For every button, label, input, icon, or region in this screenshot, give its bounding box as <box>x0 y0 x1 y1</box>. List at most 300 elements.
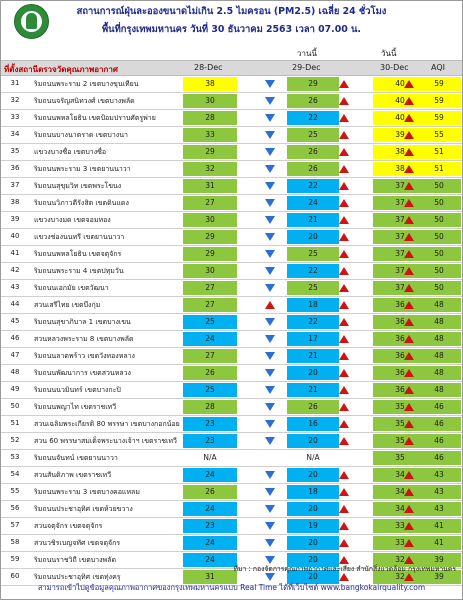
pm25-28dec: 25 <box>183 315 237 329</box>
aqi-value: 59 <box>417 77 461 91</box>
aqi-value: 46 <box>417 400 461 414</box>
table-row <box>1 416 462 433</box>
pm25-29dec: 20 <box>287 230 339 244</box>
up-arrow-icon <box>339 267 349 275</box>
up-arrow-icon <box>339 301 349 309</box>
pm25-29dec: 16 <box>287 417 339 431</box>
station-number: 32 <box>10 96 20 104</box>
station-number: 48 <box>10 368 20 376</box>
station-name: ริมถนนประชาอุทิศ เขตห้วยขวาง <box>34 505 133 513</box>
aqi-value: 48 <box>417 315 461 329</box>
station-name: ริมถนนลาดพร้าว เขตวังทองหลาง <box>34 352 135 360</box>
pm25-29dec: 26 <box>287 94 339 108</box>
up-arrow-icon <box>339 403 349 411</box>
pm25-28dec: 31 <box>183 570 237 584</box>
station-name: ริมถนนพหลโยธิน เขตจตุจักร <box>34 250 122 258</box>
pm25-29dec: 20 <box>287 468 339 482</box>
pm25-30dec: 34 <box>373 485 427 499</box>
station-number: 51 <box>10 419 20 427</box>
pm25-29dec: 18 <box>287 298 339 312</box>
table-row <box>1 518 462 535</box>
pm25-28dec: 28 <box>183 111 237 125</box>
aqi-value: 48 <box>417 383 461 397</box>
station-name: ริมถนนจรัญสนิทวงศ์ เขตบางพลัด <box>34 97 135 105</box>
up-arrow-icon <box>339 471 349 479</box>
pm25-28dec: 27 <box>183 196 237 210</box>
today-label: วันนี้ <box>381 49 397 58</box>
up-arrow-icon <box>339 573 349 581</box>
table-row <box>1 76 462 93</box>
table-row <box>1 178 462 195</box>
pm25-28dec: 23 <box>183 434 237 448</box>
up-arrow-icon <box>404 165 414 173</box>
pm25-30dec: 40 <box>373 77 427 91</box>
pm25-29dec: 20 <box>287 434 339 448</box>
pm25-30dec: 39 <box>373 128 427 142</box>
pm25-30dec: 35 <box>373 417 427 431</box>
down-arrow-icon <box>265 80 275 88</box>
data-source: ที่มา : กองจัดการคุณภาพอากาศและเสียง สำนักสิ่งแวดล้อม กรุงเทพมหานคร <box>233 565 456 573</box>
table-row <box>1 263 462 280</box>
station-number: 41 <box>10 249 20 257</box>
pm25-28dec: 26 <box>183 485 237 499</box>
station-name: ริมถนนพระราม 3 เขตบางคอแหลม <box>34 488 140 496</box>
table-row <box>1 144 462 161</box>
down-arrow-icon <box>265 386 275 394</box>
pm25-29dec: 18 <box>287 485 339 499</box>
up-arrow-icon <box>404 199 414 207</box>
station-number: 44 <box>10 300 20 308</box>
aqi-value: 50 <box>417 281 461 295</box>
down-arrow-icon <box>265 488 275 496</box>
column-header-row <box>1 60 462 76</box>
up-arrow-icon <box>404 318 414 326</box>
pm25-29dec: 24 <box>287 196 339 210</box>
station-number: 40 <box>10 232 20 240</box>
pm25-30dec: 37 <box>373 213 427 227</box>
station-number: 54 <box>10 470 20 478</box>
pm25-30dec: 35 <box>373 434 427 448</box>
station-name: ริมถนนพระราม 4 เขตปทุมวัน <box>34 267 124 275</box>
station-number: 42 <box>10 266 20 274</box>
station-name: ริมถนนวิภาวดีรังสิต เขตดินแดง <box>34 199 129 207</box>
up-arrow-icon <box>404 267 414 275</box>
station-number: 31 <box>10 79 20 87</box>
station-name: ริมถนนบางนาตราด เขตบางนา <box>34 131 128 139</box>
up-arrow-icon <box>404 573 414 581</box>
aqi-value: 51 <box>417 162 461 176</box>
pm25-29dec: 22 <box>287 111 339 125</box>
column-header-aqi: AQI <box>431 63 445 72</box>
pm25-30dec: 36 <box>373 332 427 346</box>
pm25-28dec: 29 <box>183 145 237 159</box>
station-number: 38 <box>10 198 20 206</box>
aqi-value: 41 <box>417 519 461 533</box>
pm25-30dec: 33 <box>373 536 427 550</box>
up-arrow-icon <box>404 386 414 394</box>
up-arrow-icon <box>404 284 414 292</box>
up-arrow-icon <box>339 182 349 190</box>
table-row <box>1 161 462 178</box>
up-arrow-icon <box>339 284 349 292</box>
pm25-29dec: 21 <box>287 349 339 363</box>
pm25-28dec: 28 <box>183 400 237 414</box>
pm25-30dec: 35 <box>373 400 427 414</box>
pm25-30dec: 38 <box>373 145 427 159</box>
station-number: 36 <box>10 164 20 172</box>
down-arrow-icon <box>265 114 275 122</box>
up-arrow-icon <box>404 471 414 479</box>
up-arrow-icon <box>339 437 349 445</box>
station-name: สวนวชิรเบญจทัศ เขตจตุจักร <box>34 539 121 547</box>
table-row <box>1 365 462 382</box>
table-row <box>1 348 462 365</box>
pm25-30dec: 37 <box>373 179 427 193</box>
pm25-28dec: 27 <box>183 349 237 363</box>
up-arrow-icon <box>404 148 414 156</box>
pm25-28dec: 27 <box>183 298 237 312</box>
down-arrow-icon <box>265 420 275 428</box>
station-name: ริมถนนเอกมัย เขตวัฒนา <box>34 284 109 292</box>
station-number: 50 <box>10 402 20 410</box>
pm25-30dec: 32 <box>373 553 427 567</box>
aqi-value: 55 <box>417 128 461 142</box>
pm25-29dec: 25 <box>287 281 339 295</box>
station-number: 45 <box>10 317 20 325</box>
station-name: สวน 60 พรรษาสมเด็จพระนางเจ้าฯ เขตราชเทวี <box>34 437 177 445</box>
pm25-29dec: 29 <box>287 77 339 91</box>
pm25-28dec: 23 <box>183 519 237 533</box>
up-arrow-icon <box>339 80 349 88</box>
aqi-value: 48 <box>417 349 461 363</box>
station-number: 39 <box>10 215 20 223</box>
up-arrow-icon <box>404 505 414 513</box>
pm25-28dec: 33 <box>183 128 237 142</box>
table-row <box>1 195 462 212</box>
aqi-value: 51 <box>417 145 461 159</box>
pm25-28dec: 32 <box>183 162 237 176</box>
pm25-30dec: 36 <box>373 315 427 329</box>
station-number: 60 <box>10 572 20 580</box>
pm25-30dec: 38 <box>373 162 427 176</box>
pm25-29dec: 21 <box>287 383 339 397</box>
pm25-28dec: 26 <box>183 366 237 380</box>
down-arrow-icon <box>265 522 275 530</box>
aqi-value: 46 <box>417 417 461 431</box>
pm25-30dec: 37 <box>373 281 427 295</box>
pm25-28dec: 29 <box>183 247 237 261</box>
station-number: 43 <box>10 283 20 291</box>
station-number: 33 <box>10 113 20 121</box>
pm25-28dec: 30 <box>183 264 237 278</box>
report-subtitle: พื้นที่กรุงเทพมหานคร วันที่ 30 ธันวาคม 2563 เวลา 07.00 น. <box>101 24 361 35</box>
station-number: 52 <box>10 436 20 444</box>
table-row <box>1 484 462 501</box>
pm25-30dec: 36 <box>373 366 427 380</box>
station-name: ริมถนนพหลโยธิน เขตป้อมปราบศัตรูพ่าย <box>34 114 156 122</box>
up-arrow-icon <box>404 182 414 190</box>
up-arrow-icon <box>404 114 414 122</box>
pm25-28dec: 31 <box>183 179 237 193</box>
up-arrow-icon <box>265 301 275 309</box>
station-name: แขวงบางมด เขตจอมทอง <box>34 216 111 224</box>
pm25-29dec: 22 <box>287 179 339 193</box>
website-note: สามารถเข้าไปดูข้อมูลคุณภาพอากาศของกรุงเทพมหานครแบบ Real Time ได้ที่เว็บไซต์ www.bangkokairquality.com <box>37 583 426 592</box>
pm25-30dec: 37 <box>373 264 427 278</box>
station-name: สวนหลวงพระราม 8 เขตบางพลัด <box>34 335 134 343</box>
station-number: 53 <box>10 453 20 461</box>
up-arrow-icon <box>339 114 349 122</box>
down-arrow-icon <box>265 131 275 139</box>
up-arrow-icon <box>339 420 349 428</box>
aqi-value: 50 <box>417 196 461 210</box>
table-row <box>1 280 462 297</box>
down-arrow-icon <box>265 539 275 547</box>
up-arrow-icon <box>404 301 414 309</box>
down-arrow-icon <box>265 182 275 190</box>
aqi-value: 41 <box>417 536 461 550</box>
up-arrow-icon <box>404 522 414 530</box>
down-arrow-icon <box>265 97 275 105</box>
pm25-29dec: 26 <box>287 400 339 414</box>
aqi-value: 43 <box>417 502 461 516</box>
aqi-value: 39 <box>417 553 461 567</box>
table-row <box>1 93 462 110</box>
column-header-d2: 29-Dec <box>292 63 321 72</box>
aqi-value: 48 <box>417 332 461 346</box>
station-number: 37 <box>10 181 20 189</box>
aqi-value: 43 <box>417 468 461 482</box>
station-name: ริมถนนพระราม 3 เขตยานนาวา <box>34 165 131 173</box>
up-arrow-icon <box>404 352 414 360</box>
down-arrow-icon <box>265 505 275 513</box>
pm25-29dec: 17 <box>287 332 339 346</box>
aqi-value: 48 <box>417 366 461 380</box>
pm25-29dec: 25 <box>287 128 339 142</box>
table-row <box>1 297 462 314</box>
aqi-value: 50 <box>417 213 461 227</box>
pm25-28dec: 25 <box>183 383 237 397</box>
table-row <box>1 501 462 518</box>
up-arrow-icon <box>339 488 349 496</box>
up-arrow-icon <box>339 131 349 139</box>
station-number: 56 <box>10 504 20 512</box>
down-arrow-icon <box>265 216 275 224</box>
table-row <box>1 433 462 450</box>
down-arrow-icon <box>265 318 275 326</box>
report-header <box>1 1 462 41</box>
aqi-value: 50 <box>417 247 461 261</box>
up-arrow-icon <box>339 539 349 547</box>
pm25-30dec: 37 <box>373 247 427 261</box>
pm25-30dec: 36 <box>373 383 427 397</box>
down-arrow-icon <box>265 369 275 377</box>
pm25-30dec: 37 <box>373 196 427 210</box>
table-row <box>1 331 462 348</box>
down-arrow-icon <box>265 573 275 581</box>
down-arrow-icon <box>265 267 275 275</box>
table-row <box>1 382 462 399</box>
yesterday-label: วานนี้ <box>297 49 317 58</box>
pm25-30dec: 36 <box>373 349 427 363</box>
up-arrow-icon <box>339 386 349 394</box>
table-row <box>1 450 462 467</box>
aqi-value: 39 <box>417 570 461 584</box>
table-row <box>1 110 462 127</box>
down-arrow-icon <box>265 233 275 241</box>
up-arrow-icon <box>339 233 349 241</box>
table-row <box>1 314 462 331</box>
up-arrow-icon <box>404 369 414 377</box>
pm25-30dec: 33 <box>373 519 427 533</box>
pm25-30dec: 40 <box>373 111 427 125</box>
aqi-value: 48 <box>417 298 461 312</box>
station-name: ริมถนนสุขาภิบาล 1 เขตบางเขน <box>34 318 131 326</box>
pm25-30dec: 32 <box>373 570 427 584</box>
station-name: ริมถนนพัฒนาการ เขตสวนหลวง <box>34 369 131 377</box>
aqi-value: 50 <box>417 179 461 193</box>
pm25-28dec: 30 <box>183 213 237 227</box>
station-name: ริมถนนพระราม 2 เขตบางขุนเทียน <box>34 80 139 88</box>
up-arrow-icon <box>339 522 349 530</box>
station-name: ริมถนนประชาอุทิศ เขตทุ่งครุ <box>34 573 121 581</box>
station-name: สวนจตุจักร เขตจตุจักร <box>34 522 103 530</box>
station-name: แขวงช่องนนทรี เขตยานนาวา <box>34 233 125 241</box>
up-arrow-icon <box>404 437 414 445</box>
station-number: 55 <box>10 487 20 495</box>
up-arrow-icon <box>339 250 349 258</box>
pm25-29dec: 22 <box>287 315 339 329</box>
table-row <box>1 399 462 416</box>
down-arrow-icon <box>265 471 275 479</box>
aqi-value: 50 <box>417 264 461 278</box>
up-arrow-icon <box>404 233 414 241</box>
station-table <box>1 76 462 586</box>
aqi-value: 59 <box>417 94 461 108</box>
column-header-station: ที่ตั้งสถานีตรวจวัดคุณภาพอากาศ <box>4 65 118 74</box>
station-name: สวนเสรีไทย เขตบึงกุ่ม <box>34 301 101 309</box>
up-arrow-icon <box>404 335 414 343</box>
pm25-29dec: 22 <box>287 264 339 278</box>
table-row <box>1 467 462 484</box>
table-row <box>1 246 462 263</box>
station-name: สวนสันติภาพ เขตราชเทวี <box>34 471 112 479</box>
pm25-29dec: 20 <box>287 536 339 550</box>
pm25-28dec: 24 <box>183 502 237 516</box>
pm25-30dec: 36 <box>373 298 427 312</box>
down-arrow-icon <box>265 165 275 173</box>
pm25-29dec: 20 <box>287 502 339 516</box>
table-row <box>1 212 462 229</box>
pm25-28dec: 24 <box>183 536 237 550</box>
pm25-28dec: N/A <box>183 451 237 465</box>
pm25-30dec: 37 <box>373 230 427 244</box>
up-arrow-icon <box>404 420 414 428</box>
pm25-28dec: 29 <box>183 230 237 244</box>
station-name: ริมถนนนวมินทร์ เขตบางกะปิ <box>34 386 121 394</box>
down-arrow-icon <box>265 199 275 207</box>
down-arrow-icon <box>265 437 275 445</box>
station-name: สวนเฉลิมพระเกียรติ 80 พรรษา เขตบางกอกน้อย <box>34 420 180 428</box>
pm25-29dec: N/A <box>287 451 339 465</box>
pm25-30dec: 35 <box>373 451 427 465</box>
up-arrow-icon <box>404 250 414 258</box>
pm25-28dec: 24 <box>183 332 237 346</box>
up-arrow-icon <box>339 199 349 207</box>
station-number: 47 <box>10 351 20 359</box>
down-arrow-icon <box>265 403 275 411</box>
pm25-29dec: 20 <box>287 570 339 584</box>
up-arrow-icon <box>339 216 349 224</box>
table-row <box>1 229 462 246</box>
station-number: 59 <box>10 555 20 563</box>
up-arrow-icon <box>339 505 349 513</box>
up-arrow-icon <box>404 403 414 411</box>
up-arrow-icon <box>339 318 349 326</box>
up-arrow-icon <box>404 216 414 224</box>
up-arrow-icon <box>404 539 414 547</box>
up-arrow-icon <box>404 488 414 496</box>
station-number: 46 <box>10 334 20 342</box>
pm25-30dec: 34 <box>373 502 427 516</box>
pm25-29dec: 20 <box>287 553 339 567</box>
report-title: สถานการณ์ฝุ่นละอองขนาดไม่เกิน 2.5 ไมครอน (PM2.5) เฉลี่ย 24 ชั่วโมง <box>76 6 387 17</box>
station-name: ริมถนนราชวิถี เขตบางพลัด <box>34 556 116 564</box>
up-arrow-icon <box>339 335 349 343</box>
pm25-28dec: 30 <box>183 94 237 108</box>
down-arrow-icon <box>265 284 275 292</box>
up-arrow-icon <box>339 165 349 173</box>
table-row <box>1 535 462 552</box>
pm25-29dec: 19 <box>287 519 339 533</box>
station-number: 58 <box>10 538 20 546</box>
pm25-28dec: 27 <box>183 281 237 295</box>
pm25-28dec: 38 <box>183 77 237 91</box>
column-header-d3: 30-Dec <box>380 63 409 72</box>
down-arrow-icon <box>265 335 275 343</box>
up-arrow-icon <box>339 352 349 360</box>
station-number: 34 <box>10 130 20 138</box>
aqi-value: 46 <box>417 451 461 465</box>
aqi-value: 59 <box>417 111 461 125</box>
aqi-value: 43 <box>417 485 461 499</box>
station-name: ริมถนนพญาไท เขตราชเทวี <box>34 403 117 411</box>
aqi-value: 46 <box>417 434 461 448</box>
down-arrow-icon <box>265 352 275 360</box>
up-arrow-icon <box>339 148 349 156</box>
aqi-value: 50 <box>417 230 461 244</box>
table-row <box>1 127 462 144</box>
station-name: ริมถนนสุขุมวิท เขตพระโขนง <box>34 182 122 190</box>
up-arrow-icon <box>404 80 414 88</box>
pm25-30dec: 34 <box>373 468 427 482</box>
station-name: แขวงบางซื่อ เขตบางซื่อ <box>34 148 107 156</box>
station-number: 57 <box>10 521 20 529</box>
pm25-28dec: 24 <box>183 468 237 482</box>
pm25-29dec: 26 <box>287 145 339 159</box>
pm25-29dec: 26 <box>287 162 339 176</box>
pm25-30dec: 40 <box>373 94 427 108</box>
pm25-28dec: 24 <box>183 553 237 567</box>
up-arrow-icon <box>339 369 349 377</box>
pm25-29dec: 20 <box>287 366 339 380</box>
station-name: ริมถนนจันทน์ เขตยานนาวา <box>34 454 118 462</box>
station-number: 35 <box>10 147 20 155</box>
column-header-d1: 28-Dec <box>194 63 223 72</box>
up-arrow-icon <box>404 97 414 105</box>
up-arrow-icon <box>339 97 349 105</box>
down-arrow-icon <box>265 148 275 156</box>
